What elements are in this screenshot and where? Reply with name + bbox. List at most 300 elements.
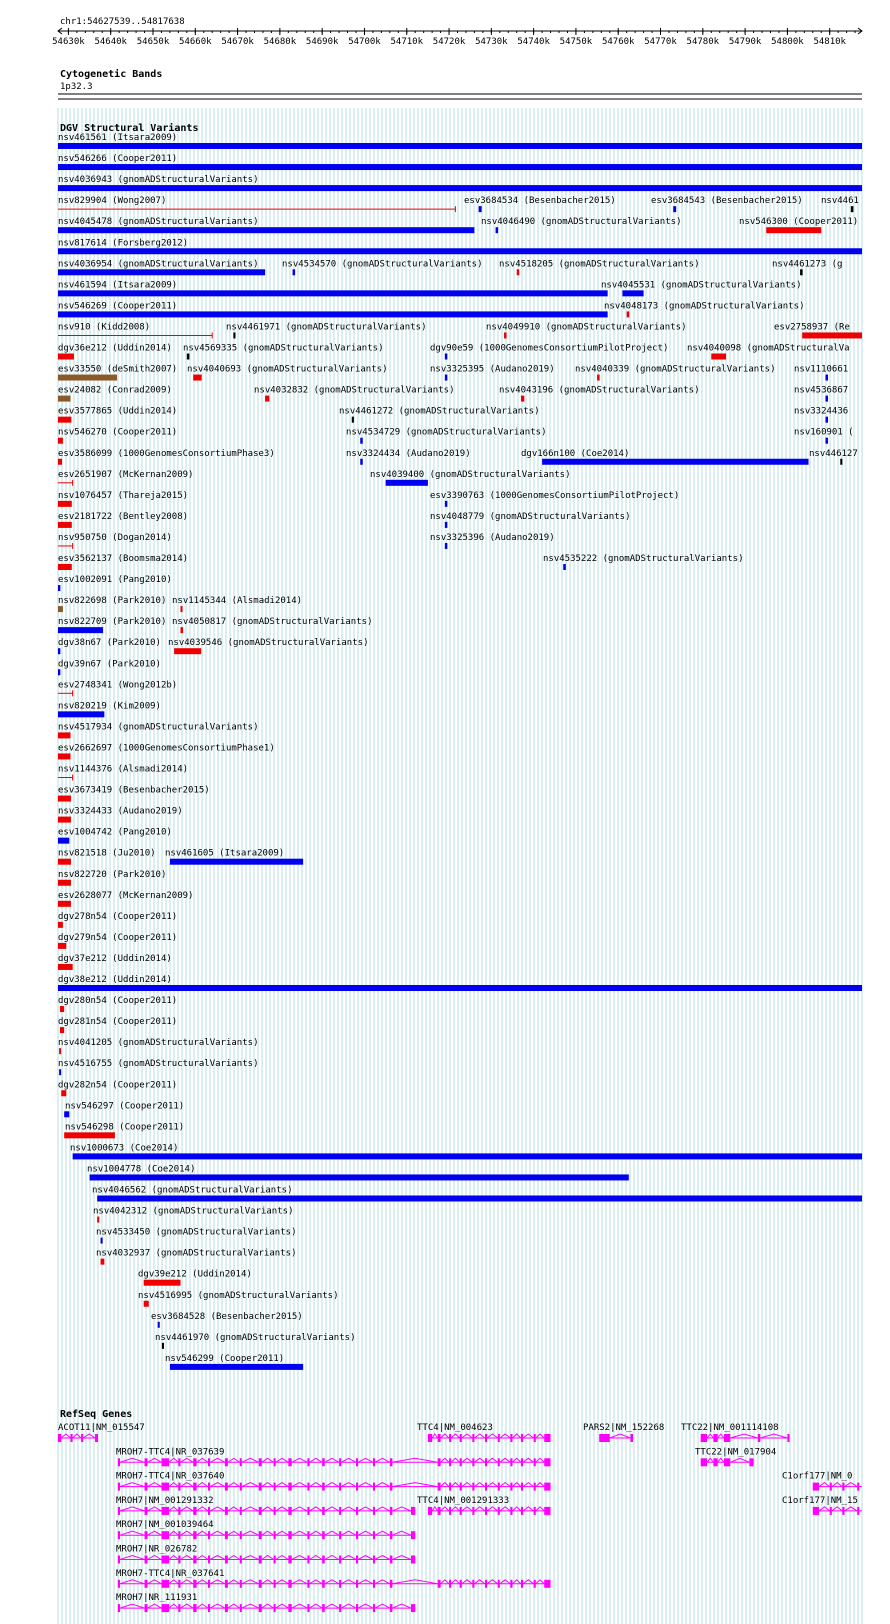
structural-variant[interactable] [58,386,172,402]
gene-exon [411,1556,415,1564]
structural-variant[interactable] [58,133,862,149]
gene-exon [161,1604,169,1612]
gene-exon [749,1458,753,1466]
structural-variant[interactable] [58,849,156,865]
variant-bar [58,164,862,170]
gene-exon [118,1531,120,1539]
gene-intron [325,1458,339,1462]
gene-exon [240,1483,242,1491]
gene-exon [178,1604,180,1612]
ruler-tick-label: 54630k [52,37,85,47]
ruler[interactable] [52,28,862,47]
gene-exon [356,1458,358,1466]
variant-bar [445,375,448,381]
gene-label: MROH7|NM_001039464 [116,1520,214,1531]
gene-exon [145,1604,148,1612]
structural-variant[interactable] [575,365,775,381]
variant-bar [352,417,354,423]
structural-variant[interactable] [183,344,383,360]
variant-label: nsv3324433 (Audano2019) [58,806,183,817]
structural-variant[interactable] [464,196,616,212]
variant-bar [265,396,269,402]
variant-label: nsv4041205 (gnomADStructuralVariants) [58,1038,259,1049]
variant-bar [58,396,71,402]
ruler-tick-label: 54650k [136,37,170,47]
variant-bar [445,522,448,528]
variant-label: nsv4032937 (gnomADStructuralVariants) [96,1248,297,1259]
gene-intron [120,1458,145,1462]
structural-variant[interactable] [499,259,699,275]
variant-bar [58,311,608,317]
variant-bar [58,627,103,633]
structural-variant[interactable] [739,217,858,233]
gene-exon [390,1458,393,1466]
gene-intron [83,1434,95,1438]
gene-exon [390,1556,393,1564]
variant-bar [517,269,520,275]
variant-label: esv3684543 (Besenbacher2015) [651,196,803,207]
structural-variant[interactable] [58,828,172,844]
gene-exon [534,1483,536,1491]
structural-variant[interactable] [794,428,854,444]
structural-variant[interactable] [58,533,172,549]
cytoband-track-title: Cytogenetic Bands [60,69,163,80]
gene-exon [240,1580,242,1588]
gene-intron [262,1604,274,1608]
gene-intron [432,1507,437,1511]
variant-bar [58,417,71,423]
gene-exon [356,1507,358,1515]
gene-exon [498,1483,500,1491]
gene-model[interactable] [116,1472,551,1491]
gene-exon [208,1507,210,1515]
gene-exon [259,1483,262,1491]
variant-label: nsv829904 (Wong2007) [58,196,167,207]
gene-intron [523,1458,534,1462]
structural-variant[interactable] [339,407,539,423]
gene-model[interactable] [417,1423,551,1442]
variant-bar [97,1196,862,1202]
gene-intron [262,1458,274,1462]
structural-variant[interactable] [93,1207,293,1223]
gene-exon [307,1604,309,1612]
gene-exon [193,1507,196,1515]
gene-label: TTC4|NM_001291333 [417,1495,510,1506]
gene-exon [145,1483,148,1491]
ruler-tick-label: 54670k [221,37,254,47]
gene-intron [487,1580,498,1584]
ruler-tick-label: 54720k [432,37,466,47]
gene-exon [724,1458,730,1466]
variant-label: dgv36e212 (Uddin2014) [58,343,172,354]
gene-exon [145,1580,148,1588]
structural-variant[interactable] [165,1354,303,1370]
variant-bar [60,1006,64,1012]
variant-label: nsv4518205 (gnomADStructuralVariants) [499,259,700,270]
gene-label: MROH7|NM_001291332 [116,1495,214,1506]
gene-intron [262,1531,274,1535]
gene-model[interactable] [695,1447,776,1466]
gene-exon [118,1483,120,1491]
variant-bar [158,1322,160,1328]
region-label: chr1:54627539..54817638 [60,17,185,27]
gene-exon [534,1458,536,1466]
structural-variant[interactable] [58,280,608,296]
variant-label: nsv546300 (Cooper2011) [739,217,859,228]
gene-exon [307,1556,309,1564]
gene-exon [498,1434,500,1442]
variant-bar [64,1132,115,1138]
gene-exon [240,1604,242,1612]
variant-label: esv24082 (Conrad2009) [58,385,172,396]
variant-bar [802,332,862,338]
gene-exon [161,1458,169,1466]
gene-model[interactable] [583,1423,664,1442]
variant-bar [360,459,363,465]
gene-exon [472,1458,474,1466]
gene-intron [500,1507,511,1511]
gene-exon [118,1604,120,1612]
variant-label: nsv4536867 [794,385,849,396]
gene-exon [510,1507,512,1515]
variant-label: nsv4036954 (gnomADStructuralVariants) [58,259,259,270]
structural-variant[interactable] [58,322,212,338]
gene-label: TTC4|NM_004623 [417,1423,493,1433]
variant-bar [445,354,448,360]
gene-exon [259,1507,262,1515]
gene-intron [474,1458,485,1462]
variant-bar [73,1153,862,1159]
ruler-tick-label: 54700k [348,37,381,47]
dgv-track[interactable] [58,133,862,1370]
gene-exon [534,1507,536,1515]
variant-label: nsv4534570 (gnomADStructuralVariants) [282,259,483,270]
structural-variant[interactable] [774,322,862,338]
structural-variant[interactable] [172,596,302,612]
gene-intron [392,1580,437,1584]
gene-model[interactable] [58,1423,145,1442]
gene-exon [118,1507,120,1515]
gene-exon [521,1580,523,1588]
gene-label: C1orf177|NM_15 [782,1495,858,1506]
gene-exon [472,1580,474,1588]
variant-bar [59,1069,61,1075]
gene-exon [145,1458,148,1466]
gene-exon [178,1483,180,1491]
gene-intron [120,1531,145,1535]
gene-exon [81,1434,83,1442]
gene-exon [322,1507,325,1515]
variant-bar [60,1027,64,1033]
gene-exon [498,1580,500,1588]
structural-variant[interactable] [138,1270,252,1286]
gene-intron [474,1507,485,1511]
gene-exon [259,1556,262,1564]
gene-intron [500,1580,511,1584]
gene-exon [322,1531,325,1539]
variant-label: nsv546299 (Cooper2011) [165,1353,285,1364]
variant-bar [58,669,60,675]
gene-exon [713,1458,717,1466]
ruler-tick-label: 54800k [771,37,804,47]
variant-label: nsv546297 (Cooper2011) [65,1101,185,1112]
structural-variant[interactable] [58,259,265,275]
gene-exon [339,1458,341,1466]
gene-exon [225,1458,228,1466]
gene-intron [523,1434,534,1438]
gene-intron [210,1531,225,1535]
gene-exon [161,1531,169,1539]
gene-exon [307,1580,309,1588]
structural-variant[interactable] [187,365,387,381]
gene-exon [460,1507,462,1515]
gene-label: MROH7-TTC4|NR_037640 [116,1471,225,1482]
variant-label: nsv822709 (Park2010) [58,617,167,628]
gene-exon [373,1556,375,1564]
structural-variant[interactable] [58,175,862,191]
gene-model[interactable] [681,1423,790,1442]
gene-exon [178,1458,180,1466]
gene-exon [857,1483,859,1491]
gene-exon [71,1434,73,1442]
gene-exon [240,1507,242,1515]
variant-bar [162,1343,164,1349]
structural-variant[interactable] [58,575,172,591]
gene-exon [307,1458,309,1466]
variant-bar [58,901,71,907]
gene-exon [322,1580,325,1588]
ruler-tick-label: 54710k [390,37,424,47]
gene-intron [325,1604,339,1608]
gene-exon [713,1434,717,1442]
gene-intron [210,1483,225,1487]
structural-variant[interactable] [58,344,172,360]
variant-label: esv3577865 (Uddin2014) [58,406,178,417]
variant-bar [766,227,821,233]
gene-exon [240,1556,242,1564]
gene-exon [724,1434,730,1442]
gene-exon [225,1604,228,1612]
variant-bar [144,1301,149,1307]
gene-model[interactable] [116,1569,551,1588]
gene-exon [225,1580,228,1588]
variant-label: nsv1110661 [794,364,849,375]
gene-exon [178,1531,180,1539]
gene-intron [309,1483,322,1487]
variant-label: nsv822698 (Park2010) [58,596,167,607]
variant-label: dgv282n54 (Cooper2011) [58,1080,178,1091]
gene-exon [208,1458,210,1466]
variant-bar [825,396,828,402]
gene-intron [309,1507,322,1511]
variant-bar [58,732,71,738]
gene-exon [145,1531,148,1539]
variant-bar [61,1090,66,1096]
gene-exon [485,1507,487,1515]
ruler-tick-label: 54810k [813,37,846,47]
variant-label: nsv1004778 (Coe2014) [87,1164,196,1175]
gene-exon [356,1604,358,1612]
variant-bar [58,459,62,465]
gene-exon [701,1458,707,1466]
gene-exon [288,1507,291,1515]
gene-intron [325,1580,339,1584]
variant-label: nsv4533450 (gnomADStructuralVariants) [96,1227,297,1238]
variant-bar [597,375,600,381]
ruler-tick-label: 54790k [728,37,762,47]
variant-label: esv2748341 (Wong2012b) [58,680,178,691]
gene-exon [161,1483,169,1491]
gene-exon [534,1434,536,1442]
variant-label: nsv3325396 (Audano2019) [430,532,555,543]
structural-variant[interactable] [58,807,183,823]
gene-exon [118,1458,120,1466]
structural-variant[interactable] [430,365,555,381]
gene-intron [462,1580,473,1584]
structural-variant[interactable] [499,386,699,402]
gene-exon [411,1531,415,1539]
gene-exon [449,1434,451,1442]
structural-variant[interactable] [601,280,801,296]
gene-exon [521,1507,523,1515]
structural-variant[interactable] [58,301,608,317]
ruler-tick-label: 54780k [686,37,720,47]
gene-intron [536,1458,544,1462]
variant-label: nsv4049910 (gnomADStructuralVariants) [486,322,687,333]
ruler-tick-label: 54730k [475,37,508,47]
variant-label: esv3390763 (1000GenomesConsortiumPilotProject) [430,490,680,501]
gene-intron [392,1458,437,1462]
gene-exon [390,1531,393,1539]
gene-label: PARS2|NM_152268 [583,1423,665,1433]
gene-intron [309,1604,322,1608]
variant-bar [622,290,643,296]
gene-exon [544,1507,550,1515]
structural-variant[interactable] [58,154,862,170]
variant-bar [101,1259,105,1265]
structural-variant[interactable] [651,196,803,212]
gene-intron [120,1556,145,1560]
gene-exon [178,1580,180,1588]
ruler-tick-label: 54680k [263,37,297,47]
variant-label: nsv4045531 (gnomADStructuralVariants) [601,280,802,291]
variant-bar [90,1174,629,1180]
structural-variant[interactable] [58,238,862,254]
gene-label: MROH7|NR_026782 [116,1544,198,1555]
gene-exon [485,1580,487,1588]
gene-exon [259,1458,262,1466]
variant-bar [58,985,862,991]
gene-intron [536,1580,544,1584]
structural-variant[interactable] [165,849,303,865]
gene-intron [500,1483,511,1487]
structural-variant[interactable] [155,1333,355,1349]
structural-variant[interactable] [346,449,471,465]
variant-label: nsv4043196 (gnomADStructuralVariants) [499,385,700,396]
gene-exon [428,1507,432,1515]
variant-label: nsv446127 [809,448,858,459]
gene-intron [309,1580,322,1584]
gene-intron [487,1483,498,1487]
refseq-track[interactable] [58,1423,862,1612]
gene-label: TTC22|NM_001114108 [681,1423,779,1433]
ruler-tick-label: 54740k [517,37,550,47]
gene-intron [262,1507,274,1511]
gene-exon [259,1604,262,1612]
gene-model[interactable] [116,1447,551,1466]
variant-bar [97,1217,99,1223]
variant-bar [800,269,803,275]
gene-exon [411,1507,415,1515]
gene-intron [120,1483,145,1487]
gene-exon [288,1580,291,1588]
variant-bar [58,943,66,949]
variant-bar [58,648,60,654]
structural-variant[interactable] [58,954,172,970]
gene-exon [339,1483,341,1491]
gene-label: TTC22|NM_017904 [695,1447,777,1458]
variant-bar [711,354,726,360]
variant-label: dgv38e212 (Uddin2014) [58,975,172,985]
gene-exon [288,1483,291,1491]
variant-label: esv33550 (deSmith2007) [58,364,178,375]
gene-exon [438,1434,441,1442]
variant-label: nsv4045478 (gnomADStructuralVariants) [58,217,259,228]
variant-label: nsv546269 (Cooper2011) [58,301,178,312]
gene-exon [193,1458,196,1466]
structural-variant[interactable] [481,217,681,233]
structural-variant[interactable] [58,975,862,991]
variant-label: nsv4461970 (gnomADStructuralVariants) [155,1332,356,1343]
structural-variant[interactable] [430,533,555,549]
variant-bar [58,880,71,886]
gene-model[interactable] [417,1496,551,1515]
variant-bar [180,627,183,633]
gene-intron [325,1507,339,1511]
gene-exon [830,1483,832,1491]
variant-label: nsv1076457 (Thareja2015) [58,490,189,501]
gene-intron [487,1507,498,1511]
variant-bar [360,438,363,444]
gene-intron [120,1507,145,1511]
variant-label: esv2662697 (1000GenomesConsortiumPhase1) [58,743,275,754]
gene-exon [225,1507,228,1515]
structural-variant[interactable] [821,196,859,212]
variant-bar [386,480,428,486]
variant-label: nsv4569335 (gnomADStructuralVariants) [183,343,384,354]
structural-variant[interactable] [521,449,809,465]
variant-bar [673,206,676,212]
variant-bar [193,375,201,381]
variant-bar [58,248,862,254]
gene-intron [536,1483,544,1487]
gene-exon [460,1458,462,1466]
gene-exon [193,1556,196,1564]
gene-exon [390,1483,393,1491]
structural-variant[interactable] [772,259,842,275]
structural-variant[interactable] [687,344,850,360]
variant-bar [504,332,507,338]
structural-variant[interactable] [543,554,743,570]
gene-exon [208,1531,210,1539]
variant-bar [496,227,499,233]
variant-bar [58,922,63,928]
dgv-track-title: DGV Structural Variants [60,123,199,134]
gene-exon [307,1483,309,1491]
variant-label: nsv546270 (Cooper2011) [58,427,178,438]
gene-intron [325,1531,339,1535]
gene-exon [449,1458,451,1466]
